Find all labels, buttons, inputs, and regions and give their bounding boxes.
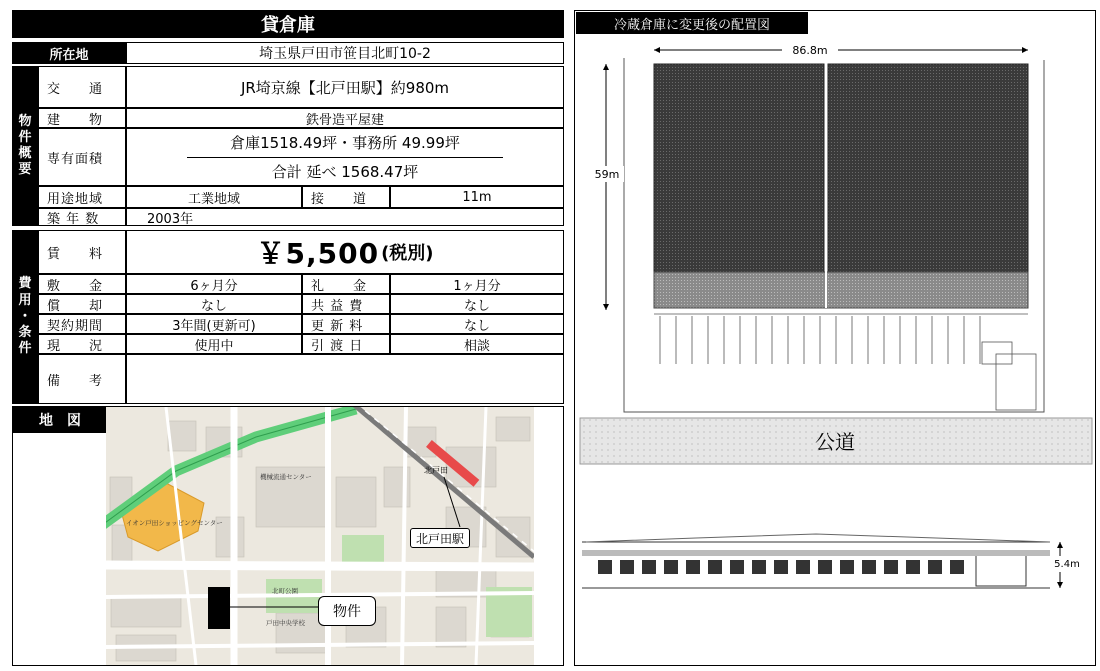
area-line1: 倉庫1518.49坪・事務所 49.99坪 [187,129,503,158]
height-dimension-label: 5.4m [1048,556,1086,572]
elevation-office [976,554,1026,586]
property-marker [208,587,230,629]
width-dimension-label: 86.8m [782,43,838,57]
map-title: 地 図 [13,407,107,433]
address-value: 埼玉県戸田市笹目北町10-2 [126,42,564,64]
warehouse-right [828,64,1028,272]
deposit-label: 敷 金 [38,274,126,294]
amortization-value: なし [126,294,302,314]
area-value [126,128,564,186]
age-value: 2003年 [126,208,564,226]
road-label: 公道 [815,429,855,454]
rent-label: 賃 料 [38,230,126,274]
handover-label: 引 渡 日 [302,334,390,354]
road-value: 11m [390,186,564,208]
page-title: 貸倉庫 [261,15,315,36]
mall-label: イオン戸田ショッピングセンター [126,519,223,527]
contract-value: 3年間(更新可) [126,314,302,334]
title-bar [12,10,564,38]
handover-value: 相談 [390,334,564,354]
warehouse-left [654,64,824,272]
transport-label: 交 通 [38,66,126,108]
key-money-value: 1ヶ月分 [390,274,564,294]
building-value: 鉄骨造平屋建 [126,108,564,128]
status-value: 使用中 [126,334,302,354]
map-green-area [342,535,384,565]
zoning-label: 用途地域 [38,186,126,208]
park-label: 北町公園 [272,587,298,595]
transport-value: JR埼京線【北戸田駅】約980m [126,66,564,108]
contract-label: 契約期間 [38,314,126,334]
deposit-value: 6ヶ月分 [126,274,302,294]
area-label: 専有面積 [38,128,126,186]
renewal-fee-label: 更 新 料 [302,314,390,334]
elevation-doors [598,560,964,574]
common-fee-label: 共 益 費 [302,294,390,314]
site-plan [576,34,1094,664]
remarks-label: 備 考 [38,354,126,404]
road-label: 接 道 [302,186,390,208]
age-label: 築 年 数 [38,208,126,226]
zoning-value: 工業地域 [126,186,302,208]
station-small-label: 北戸田 [424,466,448,475]
depth-dimension-label: 59m [590,166,624,182]
building-label: 建 物 [38,108,126,128]
station-callout: 北戸田駅 [410,528,470,548]
school-label: 戸田中央学校 [266,619,305,627]
center-label: 機械流通センター [260,473,312,481]
status-label: 現 況 [38,334,126,354]
amortization-label: 償 却 [38,294,126,314]
remarks-value [126,354,564,404]
common-fee-value: なし [390,294,564,314]
property-callout: 物件 [318,596,376,626]
key-money-label: 礼 金 [302,274,390,294]
terms-section-tab: 費 用 ・ 条 件 [12,230,38,404]
plan-title: 冷蔵倉庫に変更後の配置図 [576,12,808,34]
property-section-tab: 物 件 概 要 [12,66,38,226]
renewal-fee-value: なし [390,314,564,334]
address-label: 所在地 [12,42,126,64]
rent-value: ￥5,500 (税別) [126,230,564,274]
loading-docks [654,314,1036,410]
warehouse-front-strip [654,272,1028,308]
area-line2: 合計 延べ 1568.47坪 [271,162,419,181]
